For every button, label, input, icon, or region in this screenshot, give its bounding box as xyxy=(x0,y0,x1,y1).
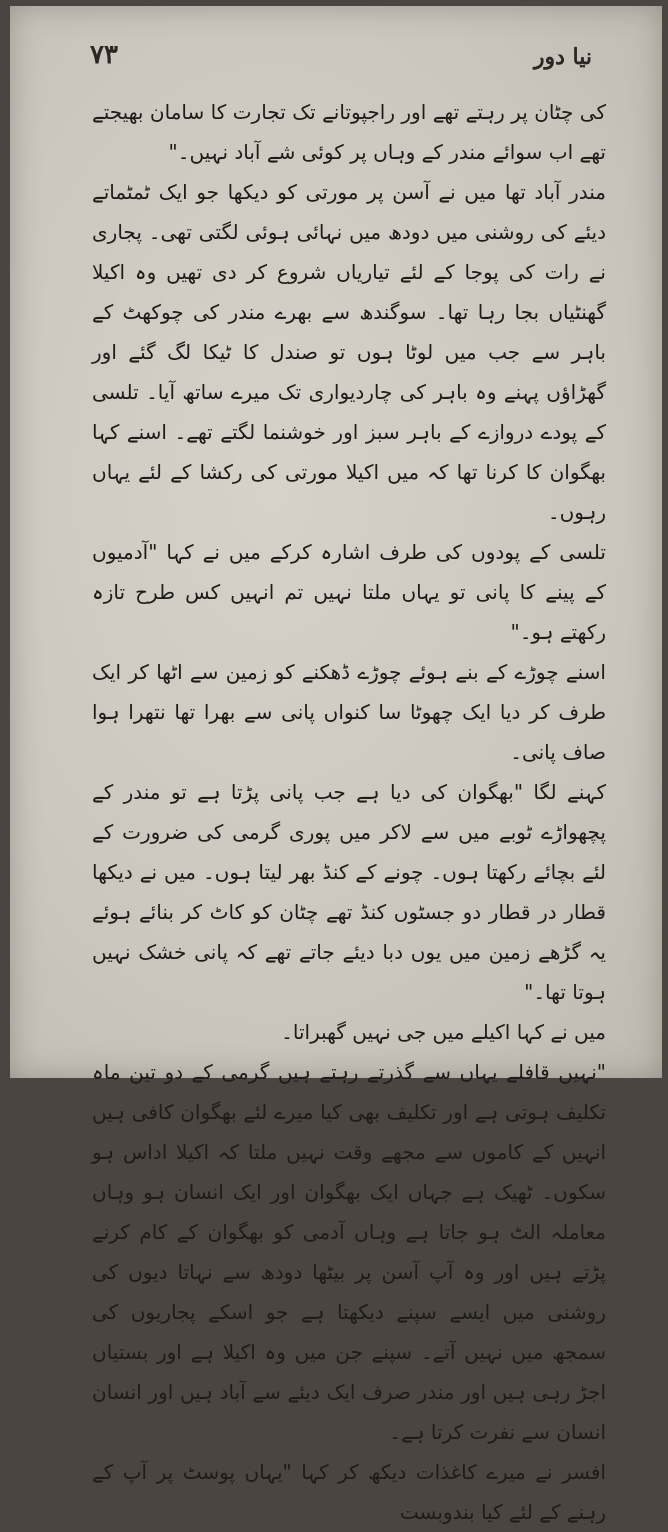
page-number: ۷۳ xyxy=(90,40,118,70)
paragraph-6: میں نے کہا اکیلے میں جی نہیں گھبراتا۔ xyxy=(281,1020,606,1044)
paragraph-7: "نہیں قافلے یہاں سے گذرتے رہتے ہیں گرمی کے دو تین ماہ تکلیف ہوتی ہے اور تکلیف بھی کیا میرے لئے بھگوان کافی ہیں انہیں کے کاموں سے مجھے وقت نہیں ملتا کہ اکیلا اداس ہو سکوں۔ ٹھیک ہے جہاں ایک بھگوان اور ایک انسان ہو وہاں معاملہ الٹ ہو جاتا ہے وہاں آدمی کو بھگوان کے کام کرنے پڑتے ہیں اور وہ آپ آسن پر بیٹھا دودھ سے نہاتا دیوں کی روشنی میں ایسے سپنے دیکھتا ہے جو اسکے پجاریوں کی سمجھ میں نہیں آتے۔ سپنے جن میں وہ اکیلا ہے اور بستیاں اجڑ رہی ہیں اور مندر صرف ایک دیئے سے آباد ہیں اور انسان انسان سے نفرت کرتا ہے۔ xyxy=(92,1060,606,1444)
paragraph-5: کہنے لگا "بھگوان کی دیا ہے جب پانی پڑتا ہے تو مندر کے پچھواڑے ٹوبے میں سے لاکر میں پوری گرمی کی ضرورت کے لئے بچائے رکھتا ہوں۔ چونے کے کنڈ بھر لیتا ہوں۔ میں نے دیکھا قطار در قطار دو جسٹوں کنڈ تھے چٹان کو کاٹ کر بنائے ہوئے یہ گڑھے زمین میں یوں دبا دیئے جاتے تھے کہ پانی خشک نہیں ہوتا تھا۔" xyxy=(92,780,606,1004)
paragraph-4: اسنے چوڑے کے بنے ہوئے چوڑے ڈھکنے کو زمین سے اٹھا کر ایک طرف کر دیا ایک چھوٹا سا کنواں پانی سے بھرا تھا نتھرا ہوا صاف پانی۔ xyxy=(92,660,606,764)
book-page xyxy=(10,6,662,1524)
body-text xyxy=(92,92,606,1532)
page-header xyxy=(90,40,592,80)
paragraph-2: مندر آباد تھا میں نے آسن پر مورتی کو دیکھا جو ایک ٹمٹماتے دیئے کی روشنی میں دودھ میں نہائی ہوئی لگتی تھی۔ پجاری نے رات کی پوجا کے لئے تیاریاں شروع کر دی تھیں وہ اکیلا گھنٹیاں بجا رہا تھا۔ سوگندھ سے بھرے مندر کی چوکھٹ کے باہر سے جب میں لوٹا ہوں تو صندل کا ٹیکا لگ گئے اور گھڑاؤں پہنے وہ باہر کی چاردیواری تک میرے ساتھ آیا۔ تلسی کے پودے دروازے کے باہر سبز اور خوشنما لگتے تھے۔ اسنے کہا بھگوان کا کرنا تھا کہ میں اکیلا مورتی کی رکشا کے لئے یہاں رہوں۔ xyxy=(92,180,606,524)
paragraph-8: افسر نے میرے کاغذات دیکھ کر کہا "یہاں پوسٹ پر آپ کے رہنے کے لئے کیا بندوبست xyxy=(92,1460,606,1524)
paragraph-1: کی چٹان پر رہتے تھے اور راجپوتانے تک تجارت کا سامان بھیجتے تھے اب سوائے مندر کے وہاں پر کوئی شے آباد نہیں۔" xyxy=(92,100,606,164)
paragraph-3: تلسی کے پودوں کی طرف اشارہ کرکے میں نے کہا "آدمیوں کے پینے کا پانی تو یہاں ملتا نہیں تم انہیں کس طرح تازہ رکھتے ہو۔" xyxy=(92,540,606,644)
running-title: نیا دور xyxy=(533,44,592,70)
